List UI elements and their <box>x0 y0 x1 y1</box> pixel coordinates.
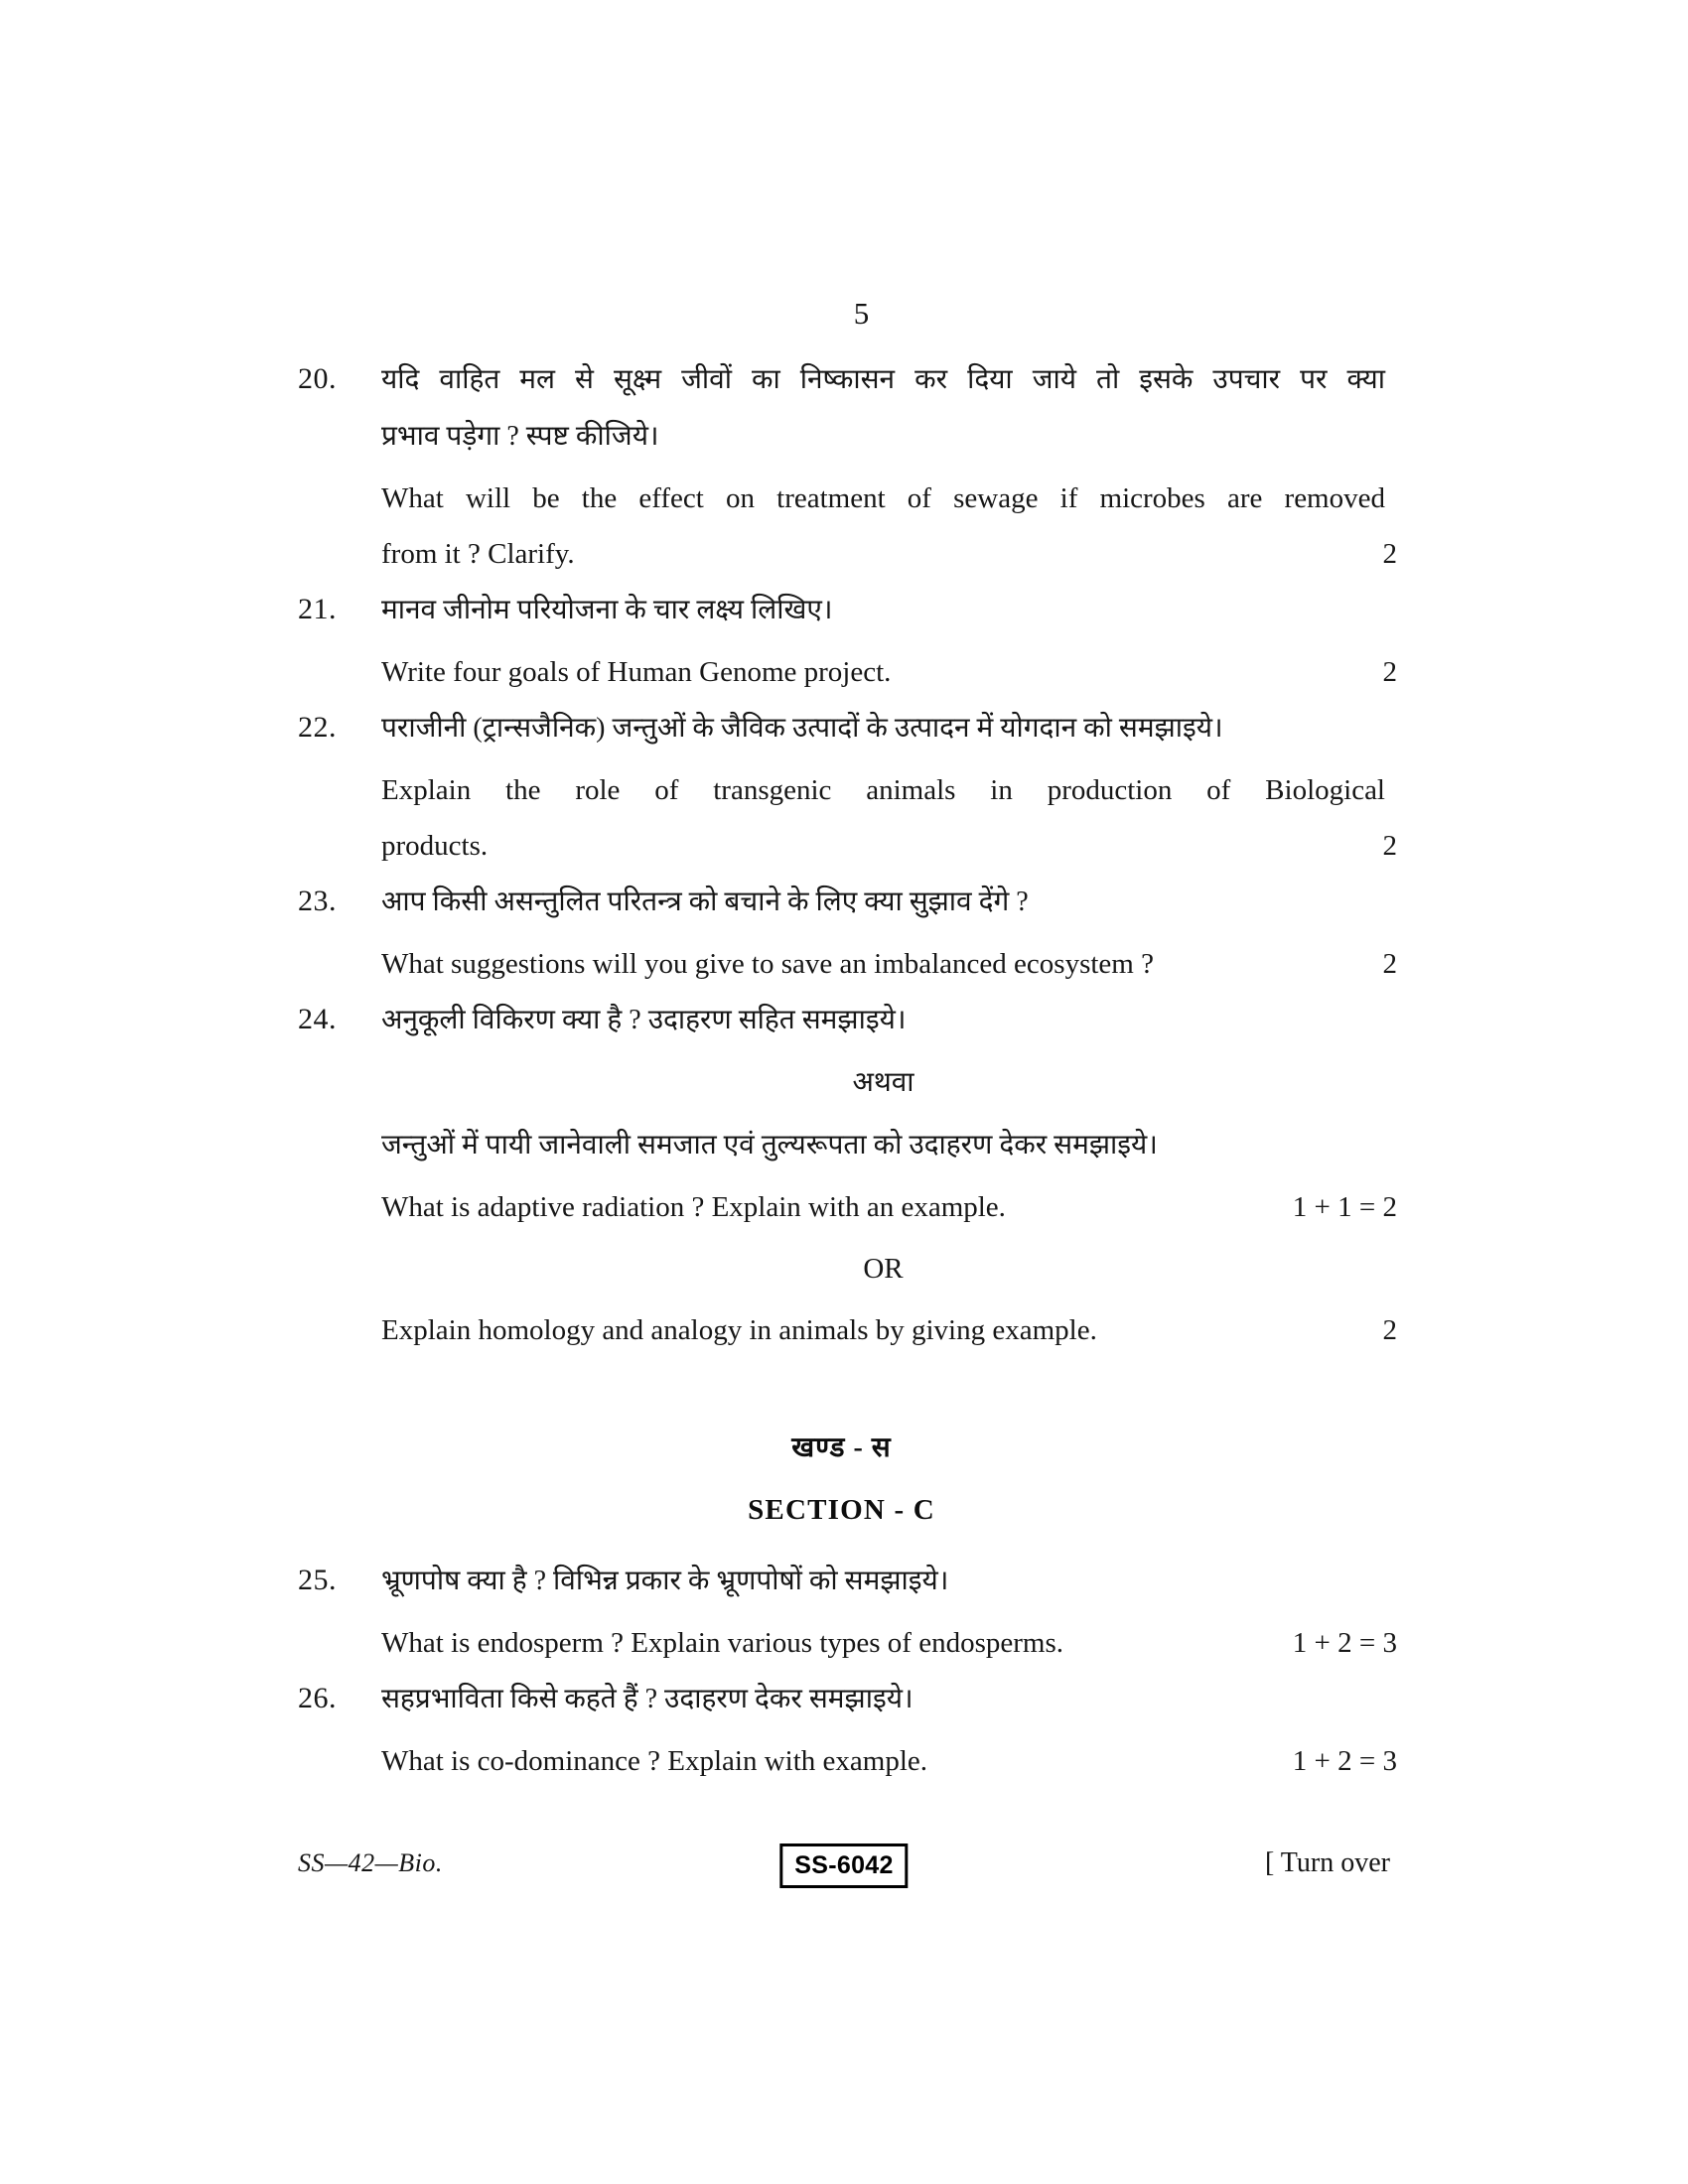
question-number: 23. <box>298 885 337 917</box>
question-text-english-line: Explain the role of transgenic animals in production of Biological <box>381 774 1385 806</box>
marks-value: 1 + 1 = 2 <box>1292 1191 1397 1223</box>
question-text-hindi-line: पराजीनी (ट्रान्सजैनिक) जन्तुओं के जैविक उत्पादों के उत्पादन में योगदान को समझाइये। <box>381 713 1223 744</box>
question-body <box>381 1558 1397 1666</box>
question-block-23 <box>298 879 1397 987</box>
section-heading-hindi: खण्ड - स <box>791 1433 892 1463</box>
question-block-25 <box>298 1558 1397 1666</box>
question-block-26 <box>298 1676 1397 1784</box>
marks-value: 2 <box>1382 1314 1397 1346</box>
question-text-hindi-line: सहप्रभाविता किसे कहते हैं ? उदाहरण देकर समझाइये। <box>381 1684 914 1714</box>
marks-value: 2 <box>1382 538 1397 570</box>
english-text: What is adaptive radiation ? Explain with an example. <box>381 1191 1006 1223</box>
question-text-hindi-line: प्रभाव पड़ेगा ? स्पष्ट कीजिये। <box>381 421 659 452</box>
question-text-english-line <box>381 941 1397 987</box>
question-number: 21. <box>298 593 337 625</box>
question-number: 20. <box>298 362 337 395</box>
question-text-english-line: What will be the effect on treatment of sewage if microbes are removed <box>381 482 1385 514</box>
footer-paper-label: SS—42—Bio. <box>298 1848 443 1877</box>
marks-value: 1 + 2 = 3 <box>1292 1627 1397 1659</box>
question-body <box>381 997 1397 1353</box>
english-text: products. <box>381 830 489 862</box>
english-text: Write four goals of Human Genome project. <box>381 656 892 688</box>
athava-label: अथवा <box>852 1067 914 1098</box>
marks-value: 2 <box>1382 830 1397 862</box>
question-text-english-line <box>381 531 1397 577</box>
question-text-hindi-line: आप किसी असन्तुलित परितन्त्र को बचाने के लिए क्या सुझाव देंगे ? <box>381 887 1029 917</box>
question-text-hindi-line: मानव जीनोम परियोजना के चार लक्ष्य लिखिए। <box>381 595 833 625</box>
question-body <box>381 705 1397 869</box>
section-heading-english: SECTION - C <box>748 1494 935 1526</box>
question-block-21 <box>298 587 1397 695</box>
or-label: OR <box>863 1253 904 1285</box>
question-text-english-line <box>381 823 1397 869</box>
english-text: Explain homology and analogy in animals by giving example. <box>381 1314 1097 1346</box>
question-body <box>381 356 1397 577</box>
question-body <box>381 1676 1397 1784</box>
question-text-hindi-alt-line: जन्तुओं में पायी जानेवाली समजात एवं तुल्यरूपता को उदाहरण देकर समझाइये। <box>381 1130 1158 1160</box>
question-text-english-line <box>381 649 1397 695</box>
marks-value: 1 + 2 = 3 <box>1292 1745 1397 1777</box>
marks-value: 2 <box>1382 948 1397 980</box>
english-text: What suggestions will you give to save an imbalanced ecosystem ? <box>381 948 1154 980</box>
page-content <box>298 296 1397 1794</box>
question-block-20 <box>298 356 1397 577</box>
paper-code-box: SS-6042 <box>779 1843 908 1888</box>
question-text-hindi-line: अनुकूली विकिरण क्या है ? उदाहरण सहित समझाइये। <box>381 1005 907 1035</box>
question-body <box>381 879 1397 987</box>
question-body <box>381 587 1397 695</box>
english-text: What is endosperm ? Explain various types of endosperms. <box>381 1627 1063 1659</box>
question-number: 26. <box>298 1682 337 1714</box>
question-block-24 <box>298 997 1397 1353</box>
question-text-english-line <box>381 1184 1397 1230</box>
question-number: 24. <box>298 1003 337 1035</box>
question-text-hindi-line: भ्रूणपोष क्या है ? विभिन्न प्रकार के भ्रूणपोषों को समझाइये। <box>381 1566 949 1596</box>
page-footer <box>298 1842 1390 1891</box>
turn-over-label: [ Turn over <box>1264 1847 1390 1878</box>
question-text-english-line <box>381 1738 1397 1784</box>
question-number: 25. <box>298 1564 337 1596</box>
alternative-label-english <box>381 1246 1385 1292</box>
question-block-22 <box>298 705 1397 869</box>
english-text: What is co-dominance ? Explain with example. <box>381 1745 928 1777</box>
question-text-english-line <box>381 1620 1397 1666</box>
english-text: from it ? Clarify. <box>381 538 575 570</box>
page-number: 5 <box>853 296 870 331</box>
marks-value: 2 <box>1382 656 1397 688</box>
question-number: 22. <box>298 711 337 744</box>
question-text-hindi-line: यदि वाहित मल से सूक्ष्म जीवों का निष्कासन कर दिया जाये तो इसके उपचार पर क्या <box>381 364 1385 395</box>
question-text-english-alt-line <box>381 1307 1397 1353</box>
alternative-label-hindi <box>381 1059 1385 1106</box>
